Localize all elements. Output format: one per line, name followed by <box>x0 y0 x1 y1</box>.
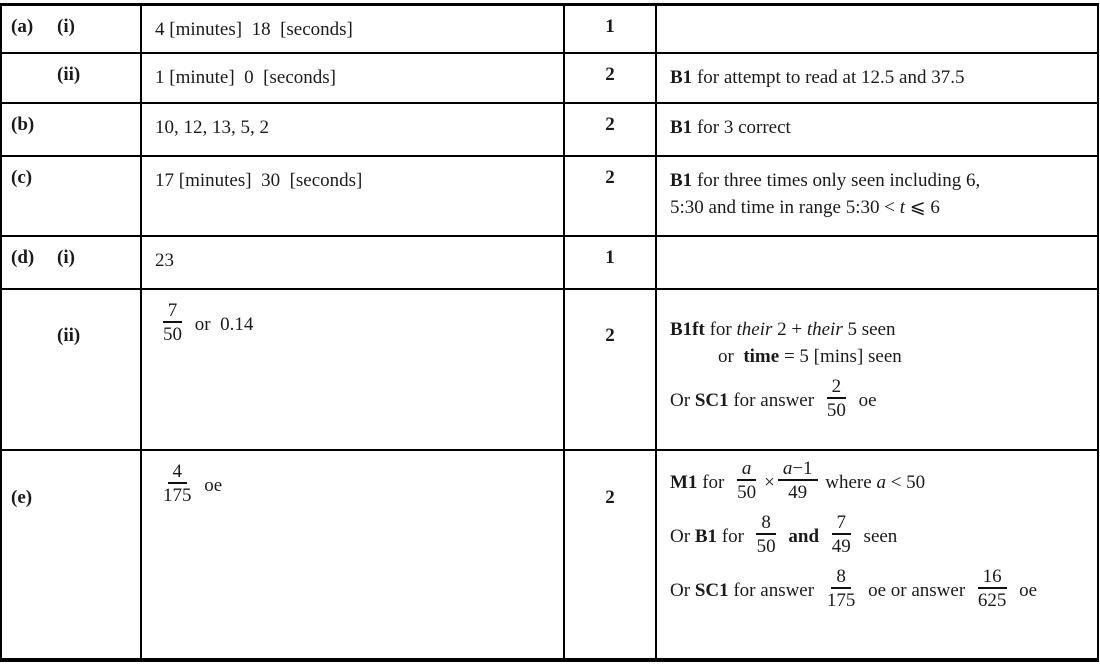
row-b <box>1 103 1098 156</box>
fraction-denominator <box>752 535 781 557</box>
comment-line <box>670 114 1087 141</box>
text-run: 50 <box>826 399 846 421</box>
fraction <box>158 300 187 345</box>
question-subpart-label: (ii) <box>57 63 81 85</box>
italic-text: their <box>806 318 843 340</box>
row-a-ii <box>1 53 1098 103</box>
bold-text: M1 <box>670 471 698 493</box>
text-run: oe <box>199 474 223 496</box>
marks-cell: 2 <box>564 156 656 236</box>
text-run: 175 <box>163 484 192 506</box>
fraction-numerator <box>831 566 851 589</box>
question-subpart-label: (i) <box>57 246 75 268</box>
comments-cell <box>656 450 1098 660</box>
question-label-cell <box>1 289 141 450</box>
question-part-label: (d) <box>11 246 35 268</box>
text-run: 2 <box>831 375 842 397</box>
answer-line <box>155 16 555 43</box>
text-run: Or <box>670 579 695 601</box>
row-d-ii <box>1 289 1098 450</box>
text-run: oe <box>853 389 877 411</box>
text-run: 23 <box>155 249 174 271</box>
text-run: 49 <box>831 535 851 557</box>
text-run: Or <box>670 389 695 411</box>
text-run: or <box>718 345 744 367</box>
comments-cell <box>656 236 1098 289</box>
fraction-numerator <box>978 566 1007 589</box>
comments-cell <box>656 156 1098 236</box>
text-run: 8 <box>836 565 846 587</box>
answer-cell <box>141 103 564 156</box>
text-run: < 50 <box>885 471 926 493</box>
text-run: −1 <box>792 457 813 479</box>
text-run: 17 [minutes] 30 [seconds] <box>155 169 363 191</box>
answer-line <box>155 64 555 91</box>
comment-line <box>670 316 1087 343</box>
text-run: 4 [minutes] 18 [seconds] <box>155 19 353 40</box>
text-run: oe or answer <box>863 579 970 601</box>
text-run: ⩽ 6 <box>904 196 940 218</box>
row-e <box>1 450 1098 660</box>
italic-text: a <box>876 471 886 493</box>
answer-line <box>155 114 555 141</box>
question-label-cell <box>1 53 141 103</box>
text-run: 49 <box>788 481 808 503</box>
fraction-denominator <box>732 481 761 503</box>
text-run <box>819 525 824 546</box>
answer-line <box>155 299 555 348</box>
fraction-denominator <box>822 589 861 611</box>
comment-line <box>670 375 1087 424</box>
bold-text: B1 <box>670 116 693 138</box>
fraction <box>827 512 856 557</box>
text-run: oe <box>1014 579 1038 601</box>
answer-cell <box>141 236 564 289</box>
text-run: for three times only seen including 6, <box>692 169 981 191</box>
text-run: 7 <box>836 511 847 533</box>
answer-cell <box>141 289 564 450</box>
answer-cell <box>141 156 564 236</box>
fraction-denominator <box>822 399 851 421</box>
fraction-denominator <box>783 481 812 503</box>
text-run: seen <box>858 525 898 547</box>
fraction-numerator <box>778 458 818 481</box>
row-d-i <box>1 236 1098 289</box>
question-part-label: (e) <box>11 486 33 508</box>
answer-cell <box>141 5 564 53</box>
question-part-label: (c) <box>11 166 33 188</box>
comment-line <box>670 511 1087 560</box>
text-run: 50 <box>756 535 776 557</box>
question-label-cell <box>1 156 141 236</box>
comment-line <box>670 167 1087 194</box>
fraction <box>778 458 818 503</box>
text-run: 16 <box>982 565 1002 587</box>
italic-text: a <box>741 457 752 479</box>
bold-text: B1 <box>670 66 693 88</box>
row-a-i <box>1 5 1098 53</box>
comment-line <box>670 457 1087 506</box>
text-run: or 0.14 <box>190 313 254 335</box>
text-run: where <box>820 471 877 493</box>
text-run: for 3 correct <box>692 116 791 138</box>
question-label-cell <box>1 103 141 156</box>
text-run: Or <box>670 525 695 547</box>
fraction-numerator <box>827 376 847 399</box>
text-run: for <box>704 318 737 340</box>
text-run: 175 <box>826 589 856 611</box>
text-run: 5:30 and time in range 5:30 < <box>670 196 900 218</box>
italic-text: a <box>782 457 793 479</box>
bold-text: SC1 <box>694 389 729 411</box>
fraction-numerator <box>168 461 188 484</box>
marks-cell: 2 <box>564 53 656 103</box>
fraction-denominator <box>158 484 197 506</box>
comment-line <box>670 565 1087 614</box>
text-run: = 5 [mins] seen <box>779 345 902 367</box>
answer-line <box>155 460 555 509</box>
comments-cell <box>656 103 1098 156</box>
bold-text: time <box>743 345 780 367</box>
comments-cell <box>656 289 1098 450</box>
text-run: for <box>697 471 730 493</box>
fraction-numerator <box>163 300 183 323</box>
row-c <box>1 156 1098 236</box>
fraction <box>822 566 861 611</box>
text-run: 7 <box>167 299 178 321</box>
fraction <box>973 566 1012 611</box>
text-run: for answer <box>728 579 819 601</box>
text-run: 1 [minute] 0 [seconds] <box>155 66 336 88</box>
comment-line <box>670 194 1087 221</box>
bold-text: SC1 <box>694 579 729 601</box>
bold-text: B1 <box>670 169 693 191</box>
text-run: for answer <box>728 389 819 411</box>
question-label-cell <box>1 236 141 289</box>
bold-text: and <box>788 525 820 547</box>
text-run: × <box>764 471 775 493</box>
question-label-cell <box>1 5 141 53</box>
fraction-numerator <box>756 512 776 535</box>
comments-cell <box>656 5 1098 53</box>
fraction <box>732 458 761 503</box>
marks-cell: 2 <box>564 450 656 660</box>
answer-cell <box>141 450 564 660</box>
text-run: 2 + <box>772 318 807 340</box>
text-run: 10, 12, 13, 5, 2 <box>155 116 269 138</box>
question-part-label: (b) <box>11 113 35 135</box>
bold-text: B1 <box>694 525 717 547</box>
marks-cell: 1 <box>564 5 656 53</box>
fraction-denominator <box>158 323 187 345</box>
question-subpart-label: (i) <box>57 16 75 37</box>
text-run: 50 <box>163 323 182 345</box>
question-subpart-label: (ii) <box>57 324 81 346</box>
fraction-denominator <box>973 589 1012 611</box>
fraction <box>158 461 197 506</box>
italic-text: their <box>736 318 773 340</box>
fraction-denominator <box>827 535 856 557</box>
text-run: for <box>717 525 749 547</box>
bold-text: B1ft <box>670 318 705 340</box>
text-run: 625 <box>977 589 1007 611</box>
text-run: 50 <box>737 481 757 503</box>
marks-cell: 2 <box>564 103 656 156</box>
text-run: 8 <box>761 511 771 533</box>
fraction <box>752 512 781 557</box>
answer-cell <box>141 53 564 103</box>
answer-line <box>155 167 555 194</box>
comments-cell <box>656 53 1098 103</box>
comment-line <box>670 343 1087 370</box>
fraction <box>822 376 851 421</box>
text-run: 5 seen <box>842 318 896 340</box>
marks-cell: 1 <box>564 236 656 289</box>
fraction-numerator <box>832 512 852 535</box>
italic-text: t <box>899 196 905 218</box>
mark-scheme-table-body <box>1 5 1098 660</box>
text-run: 4 <box>172 460 182 482</box>
marks-cell: 2 <box>564 289 656 450</box>
comment-line <box>670 64 1087 91</box>
question-label-cell <box>1 450 141 660</box>
question-part-label: (a) <box>11 16 34 37</box>
answer-line <box>155 247 555 274</box>
mark-scheme-table <box>0 3 1099 662</box>
text-run: for attempt to read at 12.5 and 37.5 <box>692 66 965 88</box>
fraction-numerator <box>737 458 757 481</box>
